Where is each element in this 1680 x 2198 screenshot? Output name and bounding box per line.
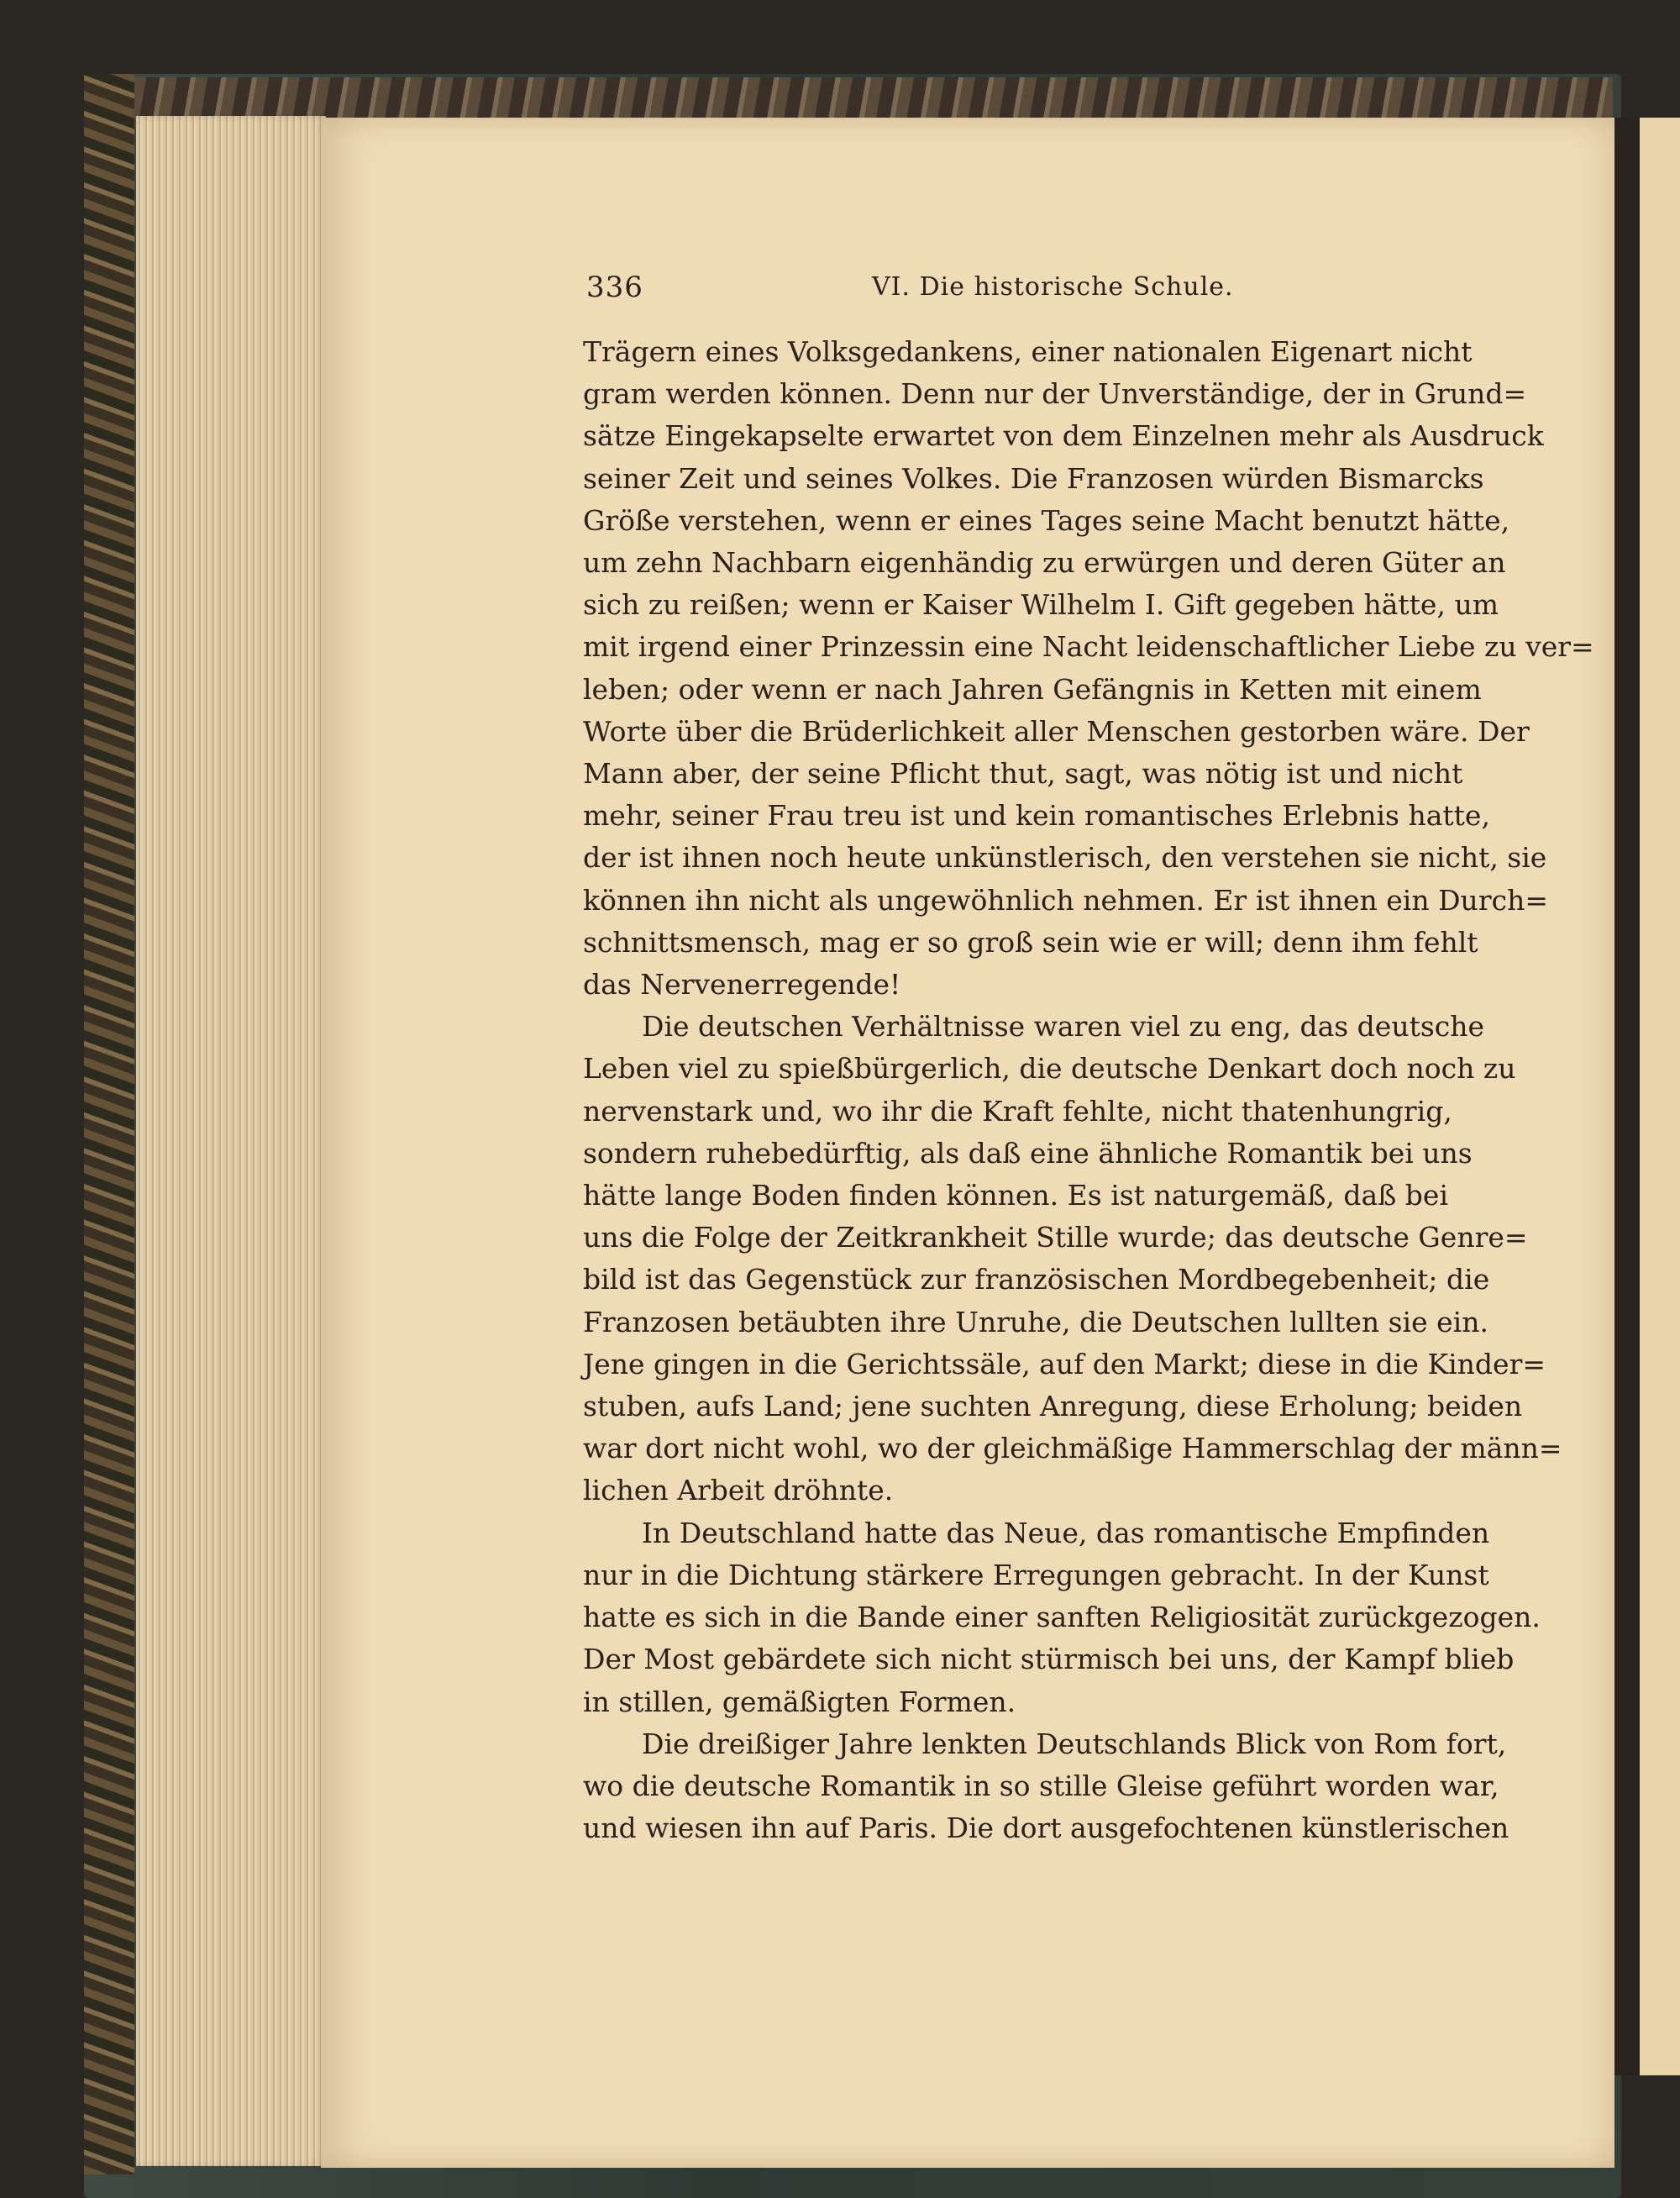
text-line: nur in die Dichtung stärkere Erregungen gebracht. In der Kunst: [583, 1558, 1489, 1591]
text-line: Jene gingen in die Gerichtssäle, auf den Markt; diese in die Kinder=: [583, 1347, 1546, 1380]
text-line: und wiesen ihn auf Paris. Die dort ausgefochtenen künstlerischen: [583, 1812, 1509, 1845]
text-line: lichen Arbeit dröhnte.: [583, 1474, 894, 1507]
text-line: uns die Folge der Zeitkrankheit Stille wurde; das deutsche Genre=: [583, 1221, 1528, 1254]
text-line: der ist ihnen noch heute unkünstlerisch, den verstehen sie nicht, sie: [583, 841, 1547, 875]
text-line: bild ist das Gegenstück zur französischen Mordbegebenheit; die: [583, 1263, 1490, 1296]
text-line: leben; oder wenn er nach Jahren Gefängnis in Ketten mit einem: [583, 672, 1482, 706]
text-line: können ihn nicht als ungewöhnlich nehmen. Er ist ihnen ein Durch=: [583, 883, 1548, 917]
text-line: schnittsmensch, mag er so groß sein wie er will; denn ihm fehlt: [583, 925, 1478, 959]
text-line: hatte es sich in die Bande einer sanften Religiosität zurückgezogen.: [583, 1601, 1541, 1634]
marbled-spine: [84, 74, 134, 2174]
text-line: wo die deutsche Romantik in so stille Gleise geführt worden war,: [583, 1769, 1499, 1802]
page-number: 336: [586, 271, 643, 304]
text-line: Die deutschen Verhältnisse waren viel zu eng, das deutsche: [642, 1010, 1485, 1044]
text-line: in stillen, gemäßigten Formen.: [583, 1685, 1016, 1718]
paragraph: [583, 1512, 1541, 1723]
text-line: Trägern eines Volksgedankens, einer nationalen Eigenart nicht: [583, 335, 1473, 368]
text-line: um zehn Nachbarn eigenhändig zu erwürgen und deren Güter an: [583, 546, 1506, 580]
paragraph: [583, 1723, 1509, 1850]
text-line: hätte lange Boden finden können. Es ist naturgemäß, daß bei: [583, 1179, 1448, 1212]
paragraph: [583, 331, 1594, 1006]
paragraph: [583, 1006, 1562, 1512]
text-line: Größe verstehen, wenn er eines Tages seine Macht benutzt hätte,: [583, 503, 1510, 537]
text-line: mehr, seiner Frau treu ist und kein romantisches Erlebnis hatte,: [583, 799, 1490, 833]
text-line: Leben viel zu spießbürgerlich, die deutsche Denkart doch noch zu: [583, 1052, 1516, 1086]
body-text: [583, 331, 1594, 1849]
text-line: Worte über die Brüderlichkeit aller Menschen gestorben wäre. Der: [583, 714, 1530, 748]
text-line: nervenstark und, wo ihr die Kraft fehlte, nicht thatenhungrig,: [583, 1094, 1452, 1128]
running-head: VI. Die historische Schule.: [872, 272, 1234, 302]
text-line: war dort nicht wohl, wo der gleichmäßige Hammerschlag der männ=: [583, 1432, 1562, 1465]
text-line: sich zu reißen; wenn er Kaiser Wilhelm I. Gift gegeben hätte, um: [583, 588, 1499, 622]
text-line: Die dreißiger Jahre lenkten Deutschlands Blick von Rom fort,: [642, 1727, 1507, 1760]
text-line: stuben, aufs Land; jene suchten Anregung, diese Erholung; beiden: [583, 1390, 1523, 1423]
text-line: seiner Zeit und seines Volkes. Die Franzosen würden Bismarcks: [583, 461, 1484, 495]
text-line: Der Most gebärdete sich nicht stürmisch bei uns, der Kampf blieb: [583, 1643, 1515, 1676]
facing-page-edge: [1614, 118, 1680, 2075]
text-line: Franzosen betäubten ihre Unruhe, die Deutschen lullten sie ein.: [583, 1305, 1488, 1338]
page-header: [586, 271, 1452, 311]
text-line: In Deutschland hatte das Neue, das romantische Empfinden: [642, 1516, 1490, 1549]
text-line: sätze Eingekapselte erwartet von dem Einzelnen mehr als Ausdruck: [583, 419, 1544, 453]
text-line: Mann aber, der seine Pflicht thut, sagt, was nötig ist und nicht: [583, 757, 1463, 791]
text-line: sondern ruhebedürftig, als daß eine ähnliche Romantik bei uns: [583, 1136, 1473, 1170]
text-line: gram werden können. Denn nur der Unverständige, der in Grund=: [583, 377, 1527, 411]
stacked-page-edges: [136, 116, 326, 2166]
text-line: mit irgend einer Prinzessin eine Nacht leidenschaftlicher Liebe zu ver=: [583, 630, 1594, 664]
text-line: das Nervenerregende!: [583, 968, 901, 1002]
